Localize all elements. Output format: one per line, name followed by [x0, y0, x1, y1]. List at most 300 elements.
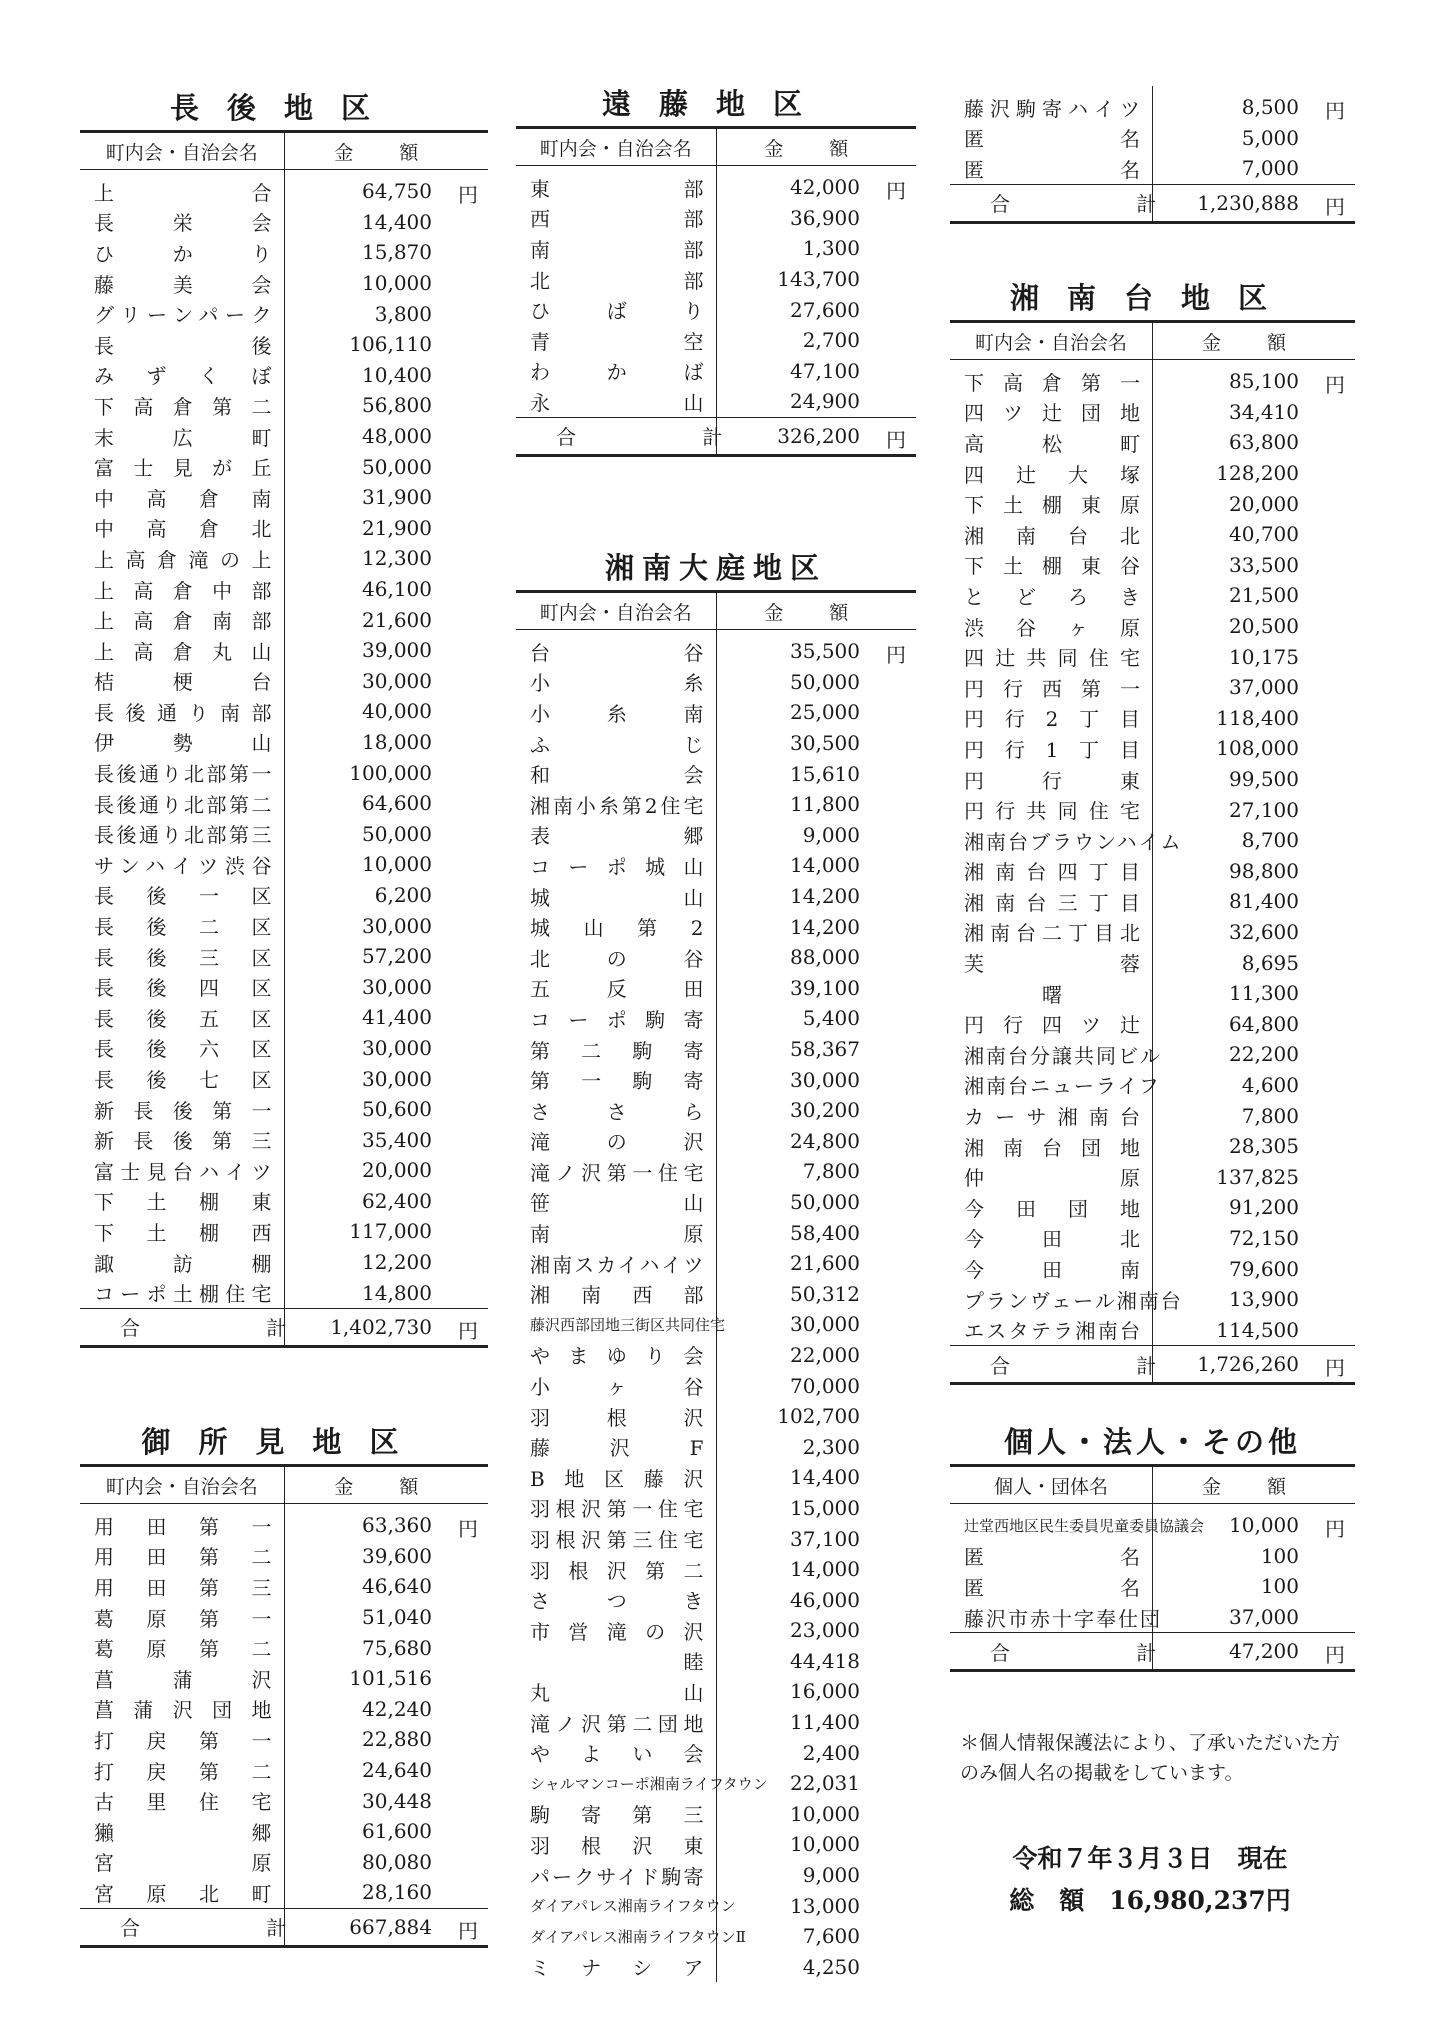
row-name: とどろき [950, 580, 1153, 611]
amount-value: 4,600 [1241, 1072, 1299, 1097]
amount-value: 37,000 [1229, 1605, 1299, 1630]
amount-value: 75,680 [362, 1635, 432, 1660]
row-name: 匿名 [950, 1541, 1153, 1572]
amount-value: 100,000 [349, 760, 432, 785]
row-amount [716, 1952, 916, 1983]
amount-value: 31,900 [362, 485, 432, 510]
table-row [950, 1008, 1355, 1039]
column-header-name: 町内会・自治会名 [80, 132, 284, 170]
row-name: ひかり [80, 237, 284, 268]
amount-value: 30,000 [362, 1066, 432, 1091]
row-name: 羽根沢 [516, 1401, 716, 1432]
table-row [516, 1707, 916, 1738]
row-name: 仲原 [950, 1161, 1153, 1192]
table-row [950, 1223, 1355, 1254]
row-name: 小糸南 [516, 697, 716, 728]
row-amount [716, 1156, 916, 1187]
amount-value: 51,040 [362, 1605, 432, 1630]
row-name: 睦 [516, 1646, 716, 1677]
amount-value: 108,000 [1216, 736, 1299, 761]
table-row [950, 947, 1355, 978]
table-header [950, 322, 1355, 360]
row-amount [284, 1033, 488, 1064]
unit-label: 円 [886, 427, 906, 452]
row-amount [284, 1571, 488, 1602]
row-name: 打戻第一 [80, 1724, 284, 1755]
row-amount [716, 911, 916, 942]
row-name: 長後通り北部第二 [80, 788, 284, 819]
amount-value: 44,418 [790, 1648, 860, 1673]
row-amount [284, 170, 488, 207]
row-amount [716, 1340, 916, 1371]
row-amount [284, 1602, 488, 1633]
amount-value: 50,000 [362, 454, 432, 479]
row-amount [1153, 1039, 1356, 1070]
unit-label: 円 [886, 179, 906, 204]
row-name: 四辻共同住宅 [950, 641, 1153, 672]
amount-value: 13,000 [790, 1893, 860, 1918]
table-row [516, 1890, 916, 1921]
table-row [950, 1284, 1355, 1315]
row-name: 台谷 [516, 630, 716, 667]
amount-value: 6,200 [374, 882, 432, 907]
table-row [516, 1370, 916, 1401]
district-title: 湘南大庭地区 [604, 551, 827, 585]
table-row [80, 421, 488, 452]
table-row [80, 880, 488, 911]
row-amount [716, 1707, 916, 1738]
row-amount [716, 1278, 916, 1309]
column-header-name: 町内会・自治会名 [950, 322, 1153, 360]
row-amount [284, 1785, 488, 1816]
row-amount [716, 264, 916, 295]
row-name: みずくぼ [80, 360, 284, 391]
row-name: 長後二区 [80, 910, 284, 941]
row-name: 長後通り北部第三 [80, 818, 284, 849]
amount-value: 2,700 [802, 328, 860, 353]
table-row [516, 1095, 916, 1126]
amount-value: 36,900 [790, 205, 860, 230]
table-row [516, 166, 916, 203]
row-amount [1153, 947, 1356, 978]
table-row [80, 268, 488, 299]
table-row [950, 1602, 1355, 1633]
row-amount [1153, 1008, 1356, 1039]
table-row [516, 697, 916, 728]
row-amount [284, 1155, 488, 1186]
district-title: 湘南台地区 [1009, 281, 1295, 315]
row-name: 長後 [80, 329, 284, 360]
table-row [950, 488, 1355, 519]
amount-value: 30,000 [790, 1067, 860, 1092]
table-row [950, 1070, 1355, 1101]
row-amount [284, 1247, 488, 1278]
row-amount [284, 298, 488, 329]
table-row [80, 1877, 488, 1908]
table-row [80, 1124, 488, 1155]
table-row [516, 820, 916, 851]
table-row [80, 788, 488, 819]
total-label: 合 計 [80, 1308, 284, 1346]
amount-value: 41,400 [362, 1005, 432, 1030]
amount-value: 118,400 [1216, 705, 1299, 730]
row-amount [1153, 1504, 1356, 1541]
table-row [516, 1615, 916, 1646]
table-row [80, 1816, 488, 1847]
row-name: 第一駒寄 [516, 1064, 716, 1095]
amount-value: 22,200 [1229, 1042, 1299, 1067]
row-amount [1153, 1131, 1356, 1162]
row-name: 羽根沢第一住宅 [516, 1493, 716, 1524]
table-row [80, 1002, 488, 1033]
amount-value: 11,300 [1229, 981, 1299, 1006]
amount-value: 137,825 [1216, 1164, 1299, 1189]
row-name: 上合 [80, 170, 284, 207]
row-amount [1153, 856, 1356, 887]
row-name: 円行1丁目 [950, 733, 1153, 764]
amount-value: 80,080 [362, 1849, 432, 1874]
row-name: プランヴェール湘南台 [950, 1284, 1153, 1315]
table-row [950, 764, 1355, 795]
donation-table [516, 590, 916, 1982]
table-header [516, 592, 916, 630]
row-amount [284, 849, 488, 880]
row-name: 新長後第三 [80, 1124, 284, 1155]
row-amount [716, 1309, 916, 1340]
shonandai-district [950, 276, 1355, 1385]
row-amount [284, 421, 488, 452]
table-row [950, 360, 1355, 397]
table-row [950, 153, 1355, 184]
table-row [516, 1676, 916, 1707]
amount-value: 99,500 [1229, 767, 1299, 792]
row-name: 湘南台二丁目北 [950, 917, 1153, 948]
row-name: 今田団地 [950, 1192, 1153, 1223]
table-row [80, 1541, 488, 1572]
table-row [516, 911, 916, 942]
row-name: 新長後第一 [80, 1094, 284, 1125]
table-row [516, 356, 916, 387]
row-amount [284, 1877, 488, 1908]
table-row [950, 1541, 1355, 1572]
row-name: 長後七区 [80, 1063, 284, 1094]
row-amount [716, 1401, 916, 1432]
row-amount [716, 697, 916, 728]
column-header-name: 町内会・自治会名 [516, 128, 716, 166]
amount-value: 14,800 [362, 1280, 432, 1305]
table-row [80, 360, 488, 391]
table-row [516, 1799, 916, 1830]
table-row [516, 728, 916, 759]
table-header [80, 1466, 488, 1504]
amount-value: 10,000 [790, 1832, 860, 1857]
amount-value: 15,000 [790, 1495, 860, 1520]
row-amount [716, 1554, 916, 1585]
total-value: 667,884 [349, 1914, 432, 1939]
row-amount [284, 543, 488, 574]
unit-label: 円 [1325, 373, 1345, 398]
row-name: エスタテラ湘南台 [950, 1314, 1153, 1345]
row-name: 滝の沢 [516, 1126, 716, 1157]
amount-value: 46,640 [362, 1574, 432, 1599]
table-row [950, 917, 1355, 948]
amount-value: 30,500 [790, 731, 860, 756]
row-name: 城山 [516, 881, 716, 912]
row-name: 末広町 [80, 421, 284, 452]
amount-value: 79,600 [1229, 1256, 1299, 1281]
row-amount [1153, 1100, 1356, 1131]
table-row [950, 611, 1355, 642]
amount-value: 64,750 [362, 179, 432, 204]
amount-value: 8,700 [1241, 828, 1299, 853]
row-name: 羽根沢第二 [516, 1554, 716, 1585]
row-name: さつき [516, 1584, 716, 1615]
row-name: 古里住宅 [80, 1785, 284, 1816]
total-amount [1153, 1346, 1356, 1384]
total-amount [1153, 184, 1356, 222]
table-row [516, 1217, 916, 1248]
amount-value: 21,900 [362, 515, 432, 540]
donation-table [950, 1464, 1355, 1672]
table-row [80, 1602, 488, 1633]
amount-value: 8,695 [1241, 950, 1299, 975]
amount-value: 18,000 [362, 729, 432, 754]
row-amount [1153, 153, 1356, 184]
row-amount [716, 325, 916, 356]
row-amount [716, 881, 916, 912]
row-name: 獺郷 [80, 1816, 284, 1847]
amount-value: 22,880 [362, 1727, 432, 1752]
column-header-name: 町内会・自治会名 [516, 592, 716, 630]
row-name: 湘南西部 [516, 1278, 716, 1309]
row-amount [716, 1615, 916, 1646]
table-row [516, 1554, 916, 1585]
amount-value: 20,500 [1229, 614, 1299, 639]
row-amount [716, 166, 916, 203]
row-name: 円行2丁目 [950, 703, 1153, 734]
table-row [516, 1829, 916, 1860]
table-row [950, 1039, 1355, 1070]
table-row [80, 207, 488, 238]
row-name: 小ヶ谷 [516, 1370, 716, 1401]
row-amount [716, 1829, 916, 1860]
amount-value: 10,000 [362, 852, 432, 877]
table-row [80, 1186, 488, 1217]
row-amount [284, 604, 488, 635]
amount-value: 14,400 [790, 1465, 860, 1490]
column-header-amount: 金 額 [716, 592, 916, 630]
row-amount [716, 1462, 916, 1493]
amount-value: 58,400 [790, 1220, 860, 1245]
privacy-note: ＊個人情報保護法により、了承いただいた方のみ個人名の掲載をしています。 [960, 1732, 1341, 1784]
row-name: 円行共同住宅 [950, 794, 1153, 825]
total-amount [1153, 1633, 1356, 1671]
table-row [516, 1248, 916, 1279]
table-row [950, 458, 1355, 489]
row-name: ダイアパレス湘南ライフタウン [516, 1890, 716, 1921]
individual-section [950, 1420, 1355, 1672]
table-row [516, 973, 916, 1004]
row-name: パークサイド駒寄 [516, 1860, 716, 1891]
row-amount [716, 203, 916, 234]
row-amount [716, 1584, 916, 1615]
total-row [516, 417, 916, 455]
row-amount [716, 356, 916, 387]
amount-value: 35,500 [790, 639, 860, 664]
amount-value: 30,000 [362, 913, 432, 938]
table-row [950, 641, 1355, 672]
amount-value: 13,900 [1229, 1287, 1299, 1312]
row-name: 下高倉第一 [950, 360, 1153, 397]
row-name: 滝ノ沢第二団地 [516, 1707, 716, 1738]
total-label: 合 計 [950, 184, 1153, 222]
row-amount [1153, 1223, 1356, 1254]
row-amount [716, 1248, 916, 1279]
total-label: 合 計 [80, 1908, 284, 1946]
row-amount [716, 758, 916, 789]
amount-value: 24,800 [790, 1128, 860, 1153]
column-header-amount: 金 額 [1153, 1466, 1356, 1504]
row-name: 湘南台団地 [950, 1131, 1153, 1162]
amount-value: 10,400 [362, 362, 432, 387]
row-name: 下土棚東谷 [950, 550, 1153, 581]
total-row [80, 1308, 488, 1346]
column-header-amount: 金 額 [284, 132, 488, 170]
row-amount [284, 237, 488, 268]
shonan-oba-continued [950, 86, 1355, 224]
table-row [950, 397, 1355, 428]
amount-value: 57,200 [362, 944, 432, 969]
table-row [80, 1094, 488, 1125]
amount-value: 70,000 [790, 1373, 860, 1398]
row-amount [716, 1523, 916, 1554]
row-amount [284, 941, 488, 972]
row-name: 今田北 [950, 1223, 1153, 1254]
row-name: B地区藤沢 [516, 1462, 716, 1493]
row-name: 菖蒲沢 [80, 1663, 284, 1694]
row-amount [1153, 794, 1356, 825]
row-amount [1153, 703, 1356, 734]
row-name: 湘南スカイハイツ [516, 1248, 716, 1279]
row-name: 北部 [516, 264, 716, 295]
donation-table [950, 86, 1355, 224]
row-name: 用田第一 [80, 1504, 284, 1541]
table-row [950, 427, 1355, 458]
unit-label: 円 [1325, 1517, 1345, 1542]
amount-value: 27,100 [1229, 797, 1299, 822]
table-row [516, 203, 916, 234]
row-amount [716, 820, 916, 851]
row-name: 菖蒲沢団地 [80, 1694, 284, 1725]
table-row [80, 1504, 488, 1541]
table-row [80, 1277, 488, 1308]
total-value: 1,726,260 [1197, 1352, 1299, 1376]
table-row [516, 294, 916, 325]
row-name: 滝ノ沢第一住宅 [516, 1156, 716, 1187]
amount-value: 50,312 [790, 1281, 860, 1306]
row-amount [716, 630, 916, 667]
row-amount [1153, 764, 1356, 795]
table-row [516, 667, 916, 698]
row-amount [284, 268, 488, 299]
row-amount [716, 1799, 916, 1830]
row-name: 伊勢山 [80, 727, 284, 758]
amount-value: 14,200 [790, 914, 860, 939]
row-name: 丸山 [516, 1676, 716, 1707]
amount-value: 42,000 [790, 175, 860, 200]
row-amount [716, 942, 916, 973]
table-row [950, 1571, 1355, 1602]
district-title: 長後地区 [169, 91, 398, 125]
row-name: ひばり [516, 294, 716, 325]
goshomi-district [80, 1420, 488, 1948]
row-name: 五反田 [516, 973, 716, 1004]
row-name: 表郷 [516, 820, 716, 851]
amount-value: 46,100 [362, 577, 432, 602]
table-row [516, 264, 916, 295]
column-header-amount: 金 額 [716, 128, 916, 166]
row-name: 中高倉北 [80, 513, 284, 544]
amount-value: 14,200 [790, 884, 860, 909]
table-row [516, 1003, 916, 1034]
row-amount [716, 789, 916, 820]
row-amount [284, 1186, 488, 1217]
table-row [80, 1663, 488, 1694]
row-amount [284, 971, 488, 1002]
row-amount [1153, 1314, 1356, 1345]
row-name: 葛原第二 [80, 1632, 284, 1663]
table-row [516, 1187, 916, 1218]
total-value: 1,402,730 [330, 1314, 432, 1339]
table-row [516, 881, 916, 912]
amount-value: 2,400 [802, 1740, 860, 1765]
row-name: 円行四ツ辻 [950, 1008, 1153, 1039]
amount-value: 88,000 [790, 945, 860, 970]
amount-value: 128,200 [1216, 461, 1299, 486]
table-row [80, 941, 488, 972]
row-name: 上高倉中部 [80, 574, 284, 605]
total-label: 合 計 [950, 1633, 1153, 1671]
row-name: 長後五区 [80, 1002, 284, 1033]
table-row [950, 733, 1355, 764]
table-row [950, 1192, 1355, 1223]
row-name: 駒寄第三 [516, 1799, 716, 1830]
amount-value: 15,870 [362, 240, 432, 265]
row-name: サンハイツ渋谷 [80, 849, 284, 880]
table-row [80, 635, 488, 666]
row-name: 宮原北町 [80, 1877, 284, 1908]
row-name: やまゆり会 [516, 1340, 716, 1371]
table-row [516, 942, 916, 973]
table-row [950, 86, 1355, 123]
amount-value: 1,300 [802, 236, 860, 261]
table-row [80, 543, 488, 574]
amount-value: 24,640 [362, 1758, 432, 1783]
row-name: 匿名 [950, 1571, 1153, 1602]
total-row [950, 1633, 1355, 1671]
row-name: ダイアパレス湘南ライフタウンⅡ [516, 1921, 716, 1952]
row-amount [1153, 1161, 1356, 1192]
amount-value: 5,400 [802, 1006, 860, 1031]
row-name: 南原 [516, 1217, 716, 1248]
donation-table [80, 1464, 488, 1948]
table-row [80, 849, 488, 880]
row-name: 宮原 [80, 1847, 284, 1878]
row-amount [716, 667, 916, 698]
table-row [80, 1155, 488, 1186]
row-amount [716, 1126, 916, 1157]
amount-value: 22,000 [790, 1342, 860, 1367]
